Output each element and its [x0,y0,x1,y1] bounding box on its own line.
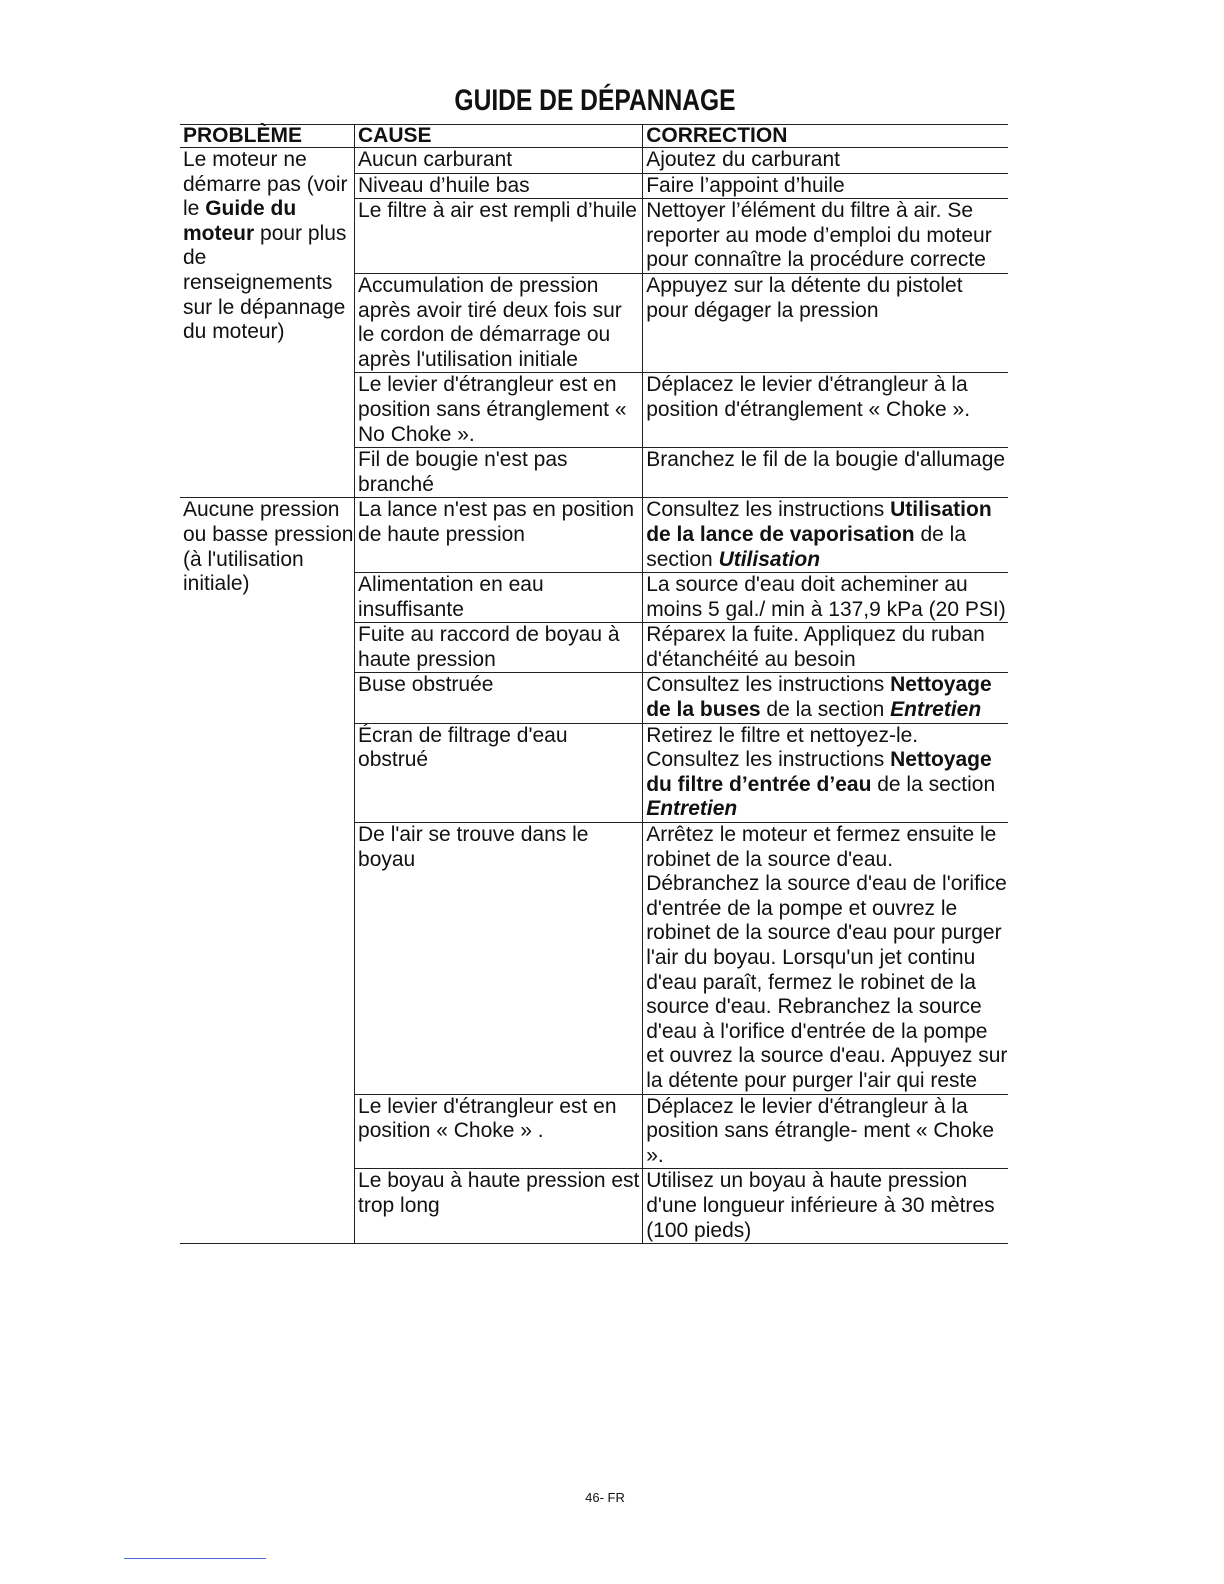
text-segment: Ajoutez du carburant [646,148,840,171]
text-segment: Fil de bougie n'est pas branché [358,448,568,496]
text-segment: de la section [760,698,891,722]
text-segment: Déplacez le levier d'étrangleur à la position sans étrangle- ment « Choke ». [646,1094,995,1167]
correction-cell [643,1169,1008,1244]
cause-cell [355,173,643,199]
correction-cell [643,173,1008,199]
text-segment: Nettoyage du filtre d’entrée d’eau [646,748,992,796]
cause-cell [355,573,643,623]
page-title: GUIDE DE DÉPANNAGE [454,84,736,117]
correction-cell [643,373,1008,448]
table-body [180,148,1008,1244]
correction-cell [643,723,1008,822]
problem-cell [180,498,355,1244]
text-segment: Le levier d'étrangleur est en position « Choke » . [358,1094,617,1143]
correction-cell [643,1094,1008,1169]
table-header-row [180,125,1008,148]
text-segment: Guide du moteur [183,197,297,245]
correction-cell [643,148,1008,174]
text-segment: Aucune pression ou basse pression (à l'utilisation initiale) [183,498,354,596]
cause-cell [355,199,643,274]
problem-cell [180,148,355,498]
text-segment: Nettoyer l’élément du filtre à air. Se reporter au mode d’emploi du moteur pour connaître la procédure correcte [646,199,992,272]
table-row [180,498,1008,573]
troubleshooting-table [180,124,1008,1244]
text-segment: pour plus de renseignements sur le dépannage du moteur) [183,221,347,344]
cause-cell [355,498,643,573]
text-segment: Utilisation [718,547,821,571]
text-segment: Consultez les instructions [646,673,891,697]
text-segment: de la section [871,772,996,796]
text-segment: Appuyez sur la détente du pistolet pour dégager la pression [646,273,963,322]
cause-cell [355,273,643,372]
cause-cell [355,448,643,498]
text-segment: La lance n'est pas en position de haute pression [358,498,635,546]
cause-cell [355,1094,643,1169]
text-segment: Arrêtez le moteur et fermez ensuite le robinet de la source d'eau. Débranchez la source d'eau de l'orifice d'entrée de la pompe et ouvrez le robinet de la source d'eau pour purger l'air du boyau. Lorsqu'un jet continu d'eau paraît, fermez le robinet de la source d'eau. Rebranchez la source d'eau à l'orifice d'entrée de la pompe et ouvrez la source d'eau. Appuyez sur la détente pour purger l'air qui reste [646,823,1008,1092]
text-segment: Réparex la fuite. Appliquez du ruban d'étanchéité au besoin [646,623,985,671]
correction-cell [643,573,1008,623]
page-number: 46- FR [585,1490,625,1505]
correction-cell [643,498,1008,573]
table-row [180,148,1008,174]
text-segment: Déplacez le levier d'étrangleur à la position d'étranglement « Choke ». [646,373,971,421]
correction-cell [643,673,1008,723]
text-segment: Entretien [646,797,738,821]
correction-cell [643,199,1008,274]
text-segment: Nettoyage de la buses [646,673,992,722]
header-correction: CORRECTION [643,125,1008,148]
text-segment: Écran de filtrage d'eau obstrué [358,723,568,772]
text-segment: Le levier d'étrangleur est en position sans étranglement « No Choke ». [358,373,627,446]
text-segment: Consultez les instructions [646,498,891,522]
text-segment: Alimentation en eau insuffisante [358,573,544,621]
text-segment: Niveau d’huile bas [358,173,530,197]
cause-cell [355,823,643,1095]
cause-cell [355,623,643,673]
cause-cell [355,148,643,174]
text-segment: Le moteur ne démarre pas (voir le [183,148,348,221]
text-segment: Fuite au raccord de boyau à haute pression [358,623,620,671]
correction-cell [643,273,1008,372]
cause-cell [355,1169,643,1244]
correction-cell [643,623,1008,673]
text-segment: Accumulation de pression après avoir tiré deux fois sur le cordon de démarrage ou après l'utilisation initiale [358,273,622,371]
correction-cell [643,448,1008,498]
correction-cell [643,823,1008,1095]
text-segment: Branchez le fil de la bougie d'allumage [646,448,1006,472]
text-segment: Utilisez un boyau à haute pression d'une longueur inférieure à 30 mètres (100 pieds) [646,1169,995,1242]
text-segment: Retirez le filtre et nettoyez-le. Consultez les instructions [646,723,919,772]
text-segment: De l'air se trouve dans le boyau [358,823,589,871]
cause-cell [355,673,643,723]
text-segment: Aucun carburant [358,148,513,171]
text-segment: Buse obstruée [358,673,494,697]
text-segment: Faire l’appoint d’huile [646,173,845,197]
cause-cell [355,373,643,448]
divider [124,1558,266,1559]
text-segment: Le filtre à air est rempli d’huile [358,199,637,223]
cause-cell [355,723,643,822]
text-segment: La source d'eau doit acheminer au moins 5 gal./ min à 137,9 kPa (20 PSI) [646,573,1006,621]
text-segment: de la section [646,522,966,571]
text-segment: Le boyau à haute pression est trop long [358,1169,640,1217]
header-problem: PROBLÈME [180,125,355,148]
header-cause: CAUSE [355,125,643,148]
text-segment: Entretien [890,698,982,722]
text-segment: Utilisation de la lance de vaporisation [646,498,992,546]
